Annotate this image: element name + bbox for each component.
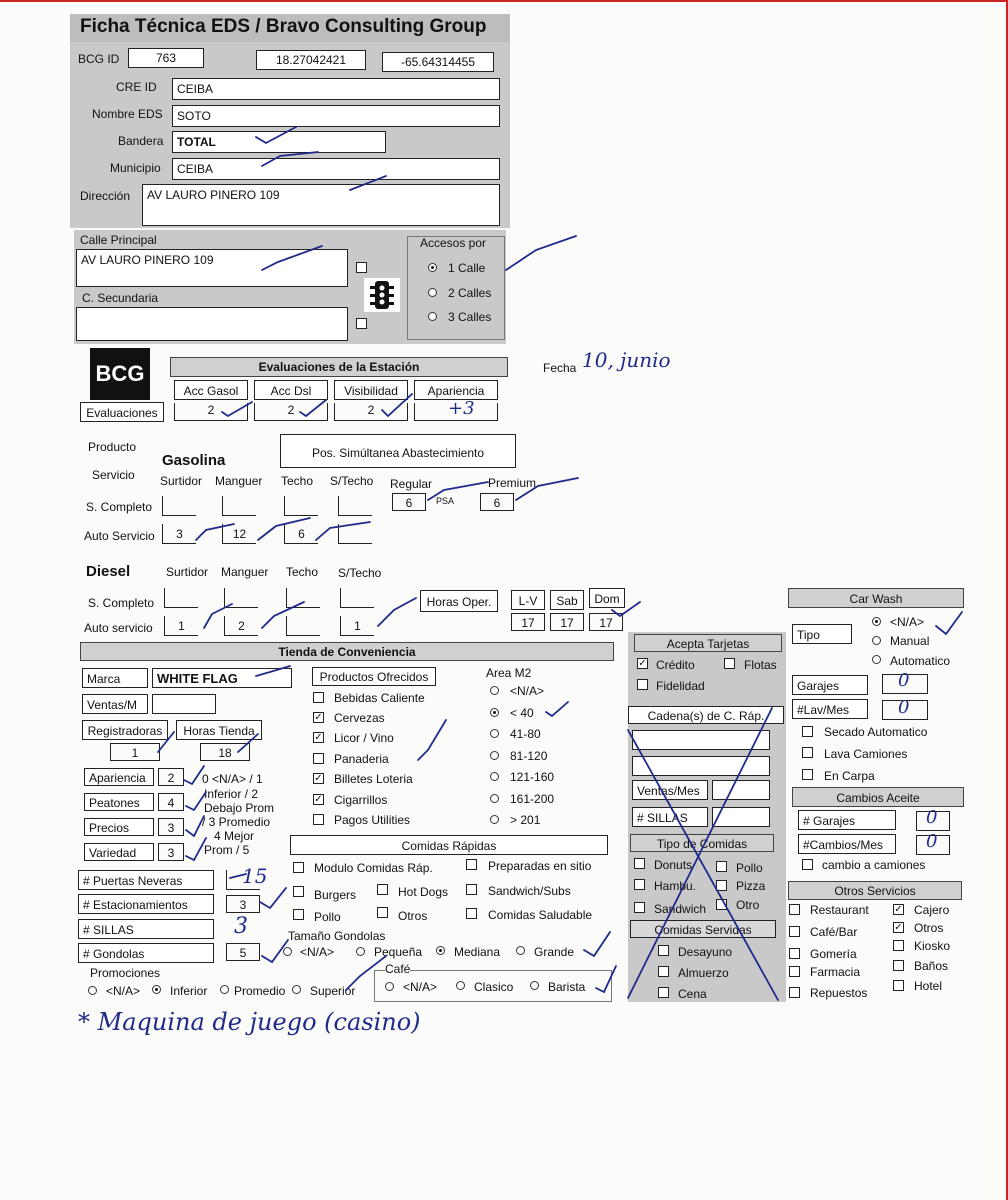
apariencia-value[interactable]: 2 [158, 768, 184, 786]
hambu-label: Hambu. [654, 879, 697, 893]
check-direccion [350, 176, 386, 190]
tipo-comidas-title: Tipo de Comidas [630, 834, 774, 852]
tarjetas-title: Acepta Tarjetas [634, 634, 782, 652]
nombre-label: Nombre EDS [92, 107, 163, 121]
carwash-garajes-label: Garajes [792, 675, 868, 695]
otros-left-label: Repuestos [810, 986, 868, 1000]
dsl-as-surtidor[interactable]: 1 [164, 616, 198, 636]
check-horas [612, 602, 640, 616]
horas-tienda-value[interactable]: 18 [200, 743, 250, 761]
bandera-label: Bandera [118, 134, 164, 148]
otros-comida-label: Otros [398, 909, 428, 923]
form-title: Ficha Técnica EDS / Bravo Consulting Group [80, 16, 487, 37]
producto-label: Panaderia [334, 752, 389, 766]
sandwich-label: Sandwich [654, 902, 707, 916]
area-option-label: < 40 [510, 706, 534, 720]
horas-lv-header: L-V [511, 590, 545, 610]
dsl-as-manguer[interactable]: 2 [224, 616, 258, 636]
aceite-garajes-handwriting: 0 [926, 807, 938, 828]
gondolas-value[interactable]: 5 [226, 943, 260, 961]
check-dsl1 [204, 604, 232, 628]
tienda-title: Tienda de Conveniencia [80, 642, 614, 661]
check-bandera [256, 127, 296, 143]
dsl-auto-servicio-label: Auto servicio [84, 621, 153, 635]
scale-5: Prom / 5 [204, 843, 250, 857]
regular-value[interactable]: 6 [392, 493, 426, 511]
tamano-mediana-label: Mediana [454, 945, 501, 959]
check-calle [262, 246, 322, 270]
nombre-field[interactable]: SOTO [172, 105, 500, 127]
horas-dom-header: Dom [589, 588, 625, 608]
saludable-label: Comidas Saludable [488, 908, 593, 922]
area-option-label: <N/A> [510, 684, 545, 698]
handwritten-note: * Maquina de juego (casino) [78, 1008, 421, 1036]
eval-acc-gasol-value[interactable]: 2 [174, 403, 248, 421]
promo-promedio-label: Promedio [234, 984, 286, 998]
pos-simultanea-box: Pos. Simúltanea Abastecimiento [280, 434, 516, 468]
psa-label: PSA [436, 496, 455, 506]
check-precios [186, 816, 204, 836]
municipio-label: Municipio [110, 161, 161, 175]
check-apariencia [184, 766, 204, 784]
tipo-otro-label: Otro [736, 898, 760, 912]
eval-acc-dsl-header: Acc Dsl [254, 380, 328, 400]
gondolas-label: # Gondolas [78, 943, 214, 963]
horas-dom-value[interactable]: 17 [589, 613, 623, 631]
check-gondolas [262, 940, 288, 962]
estac-value[interactable]: 3 [226, 895, 260, 913]
otros-right-label: Baños [914, 959, 949, 973]
scale-2: Debajo Prom [204, 801, 275, 815]
producto-label: Licor / Vino [334, 731, 394, 745]
gas-as-manguer[interactable]: 12 [222, 524, 256, 544]
scale-1: Inferior / 2 [204, 787, 259, 801]
cadena-header: Cadena(s) de C. Ráp. [628, 706, 784, 724]
gas-s-completo-label: S. Completo [86, 500, 153, 514]
sillas-label: # SILLAS [78, 919, 214, 939]
precios-label: Precios [84, 818, 154, 836]
gas-as-surtidor[interactable]: 3 [162, 524, 196, 544]
gas-manguer-header: Manguer [215, 474, 263, 488]
bcg-id-field[interactable]: 763 [128, 48, 204, 68]
eval-visibilidad-header: Visibilidad [334, 380, 408, 400]
secado-label: Secado Automatico [824, 725, 928, 739]
check-carwash [936, 612, 962, 634]
carwash-na-label: <N/A> [890, 615, 925, 629]
eval-apariencia-header: Apariencia [414, 380, 498, 400]
check-horas-tienda [238, 734, 258, 752]
producto-checkbox[interactable]: ✓ [314, 794, 323, 805]
flotas-label: Flotas [744, 658, 777, 672]
evaluaciones-title: Evaluaciones de la Estación [170, 357, 508, 377]
bcg-logo: BCG [90, 348, 150, 400]
productos-header: Productos Ofrecidos [312, 667, 436, 686]
aceite-cambios-handwriting: 0 [926, 831, 938, 852]
cre-id-field[interactable]: CEIBA [172, 78, 500, 100]
otros-right-label: Kiosko [914, 939, 951, 953]
eval-visibilidad-value[interactable]: 2 [334, 403, 408, 421]
check-cafe [596, 966, 616, 992]
check-accesos [506, 236, 576, 270]
premium-label: Premium [488, 476, 537, 490]
scale-4: 4 Mejor [214, 829, 255, 843]
latitude-field[interactable]: 18.27042421 [256, 50, 366, 70]
longitude-field[interactable]: -65.64314455 [382, 52, 494, 72]
aceite-cambios-label: #Cambios/Mes [798, 834, 896, 854]
tamano-pequena-label: Pequeña [374, 945, 423, 959]
comidas-servidas-title: Comidas Servidas [630, 920, 776, 938]
horas-lv-value[interactable]: 17 [511, 613, 545, 631]
eval-apariencia-handwriting: +3 [448, 398, 475, 419]
producto-label: Bebidas Caliente [334, 691, 425, 705]
servicio-label: Servicio [92, 468, 135, 482]
gasolina-heading: Gasolina [162, 452, 226, 469]
dsl-stecho-header: S/Techo [338, 566, 382, 580]
lava-camiones-label: Lava Camiones [824, 747, 908, 761]
check-gas3 [316, 522, 370, 540]
gas-techo-header: Techo [281, 474, 314, 488]
cambio-camiones-label: cambio a camiones [822, 858, 926, 872]
dsl-manguer-header: Manguer [221, 565, 269, 579]
gas-auto-servicio-label: Auto Servicio [84, 529, 155, 543]
check-regular [428, 482, 488, 500]
carwash-manual-label: Manual [890, 634, 930, 648]
check-marca [256, 666, 290, 676]
otros-title: Otros Servicios [788, 881, 962, 900]
peatones-label: Peatones [84, 793, 154, 811]
horas-tienda-label: Horas Tienda [176, 720, 262, 740]
check-productos [418, 720, 446, 760]
producto-label: Producto [88, 440, 137, 454]
area-option-label: 41-80 [510, 727, 541, 741]
otros-right-label: Otros [914, 921, 944, 935]
cafe-label: Café [385, 962, 411, 976]
area-option-label: 161-200 [510, 792, 555, 806]
accesos-label: Accesos por [420, 236, 487, 250]
cafe-barista-label: Barista [548, 980, 586, 994]
area-option-label: > 201 [510, 813, 541, 827]
credito-label: Crédito [656, 658, 695, 672]
check-promo [346, 956, 386, 990]
marca-field[interactable]: WHITE FLAG [152, 668, 292, 688]
fecha-value: 10, junio [582, 348, 671, 372]
calle-secundaria-label: C. Secundaria [82, 291, 159, 305]
puertas-handwriting: 15 [242, 864, 268, 888]
carwash-tipo-label: Tipo [792, 624, 852, 644]
preparadas-label: Preparadas en sitio [488, 859, 592, 873]
aceite-title: Cambios Aceite [792, 787, 964, 807]
calle-principal-label: Calle Principal [80, 233, 157, 247]
apariencia-label: Apariencia [84, 768, 154, 786]
dsl-techo-header: Techo [286, 565, 319, 579]
cafe-clasico-label: Clasico [474, 980, 514, 994]
comidas-title: Comidas Rápidas [290, 835, 608, 855]
cena-label: Cena [678, 987, 707, 1001]
otros-left-label: Café/Bar [810, 925, 858, 939]
precios-value[interactable]: 3 [158, 818, 184, 836]
burgers-label: Burgers [314, 888, 357, 902]
estac-label: # Estacionamientos [78, 894, 214, 914]
gas-stecho-header: S/Techo [330, 474, 374, 488]
hotdogs-label: Hot Dogs [398, 885, 449, 899]
regular-label: Regular [390, 477, 433, 491]
pizza-label: Pizza [736, 879, 766, 893]
producto-label: Cervezas [334, 711, 385, 725]
aceite-garajes-label: # Garajes [798, 810, 896, 830]
cadena-sillas-label: # SILLAS [632, 807, 708, 827]
otros-left-label: Farmacia [810, 965, 861, 979]
producto-label: Pagos Utilities [334, 813, 411, 827]
promociones-label: Promociones [90, 966, 161, 980]
accesos-2-label: 2 Calles [448, 286, 492, 300]
producto-label: Billetes Loteria [334, 772, 413, 786]
check-dsl3 [378, 598, 416, 626]
dsl-as-stecho[interactable]: 1 [340, 616, 374, 636]
sillas-handwriting: 3 [234, 914, 248, 939]
check-estac [260, 888, 286, 908]
horas-sab-header: Sab [550, 590, 584, 610]
producto-checkbox[interactable]: ✓ [314, 732, 323, 743]
otros-right-checkbox[interactable]: ✓ [894, 922, 903, 933]
tipo-pollo-label: Pollo [736, 861, 763, 875]
otros-left-label: Restaurant [810, 903, 869, 917]
direccion-label: Dirección [80, 189, 131, 203]
fecha-label: Fecha [543, 361, 577, 375]
otros-right-label: Cajero [914, 903, 950, 917]
horas-oper-button[interactable]: Horas Oper. [420, 590, 498, 612]
cross-line-2 [628, 708, 772, 998]
tamano-grande-label: Grande [534, 945, 575, 959]
ventas-label: Ventas/M [82, 694, 148, 714]
check-gas2 [258, 518, 310, 540]
cafe-na-label: <N/A> [403, 980, 438, 994]
desayuno-label: Desayuno [678, 945, 733, 959]
scale-0: 0 <N/A> / 1 [202, 772, 263, 786]
check-eval3 [382, 394, 412, 416]
otros-right-label: Hotel [914, 979, 943, 993]
puertas-label: # Puertas Neveras [78, 870, 214, 890]
eval-acc-gasol-header: Acc Gasol [174, 380, 248, 400]
cross-line-1 [628, 730, 778, 1000]
premium-value[interactable]: 6 [480, 493, 514, 511]
producto-checkbox[interactable]: ✓ [314, 773, 323, 784]
check-eval2 [300, 400, 326, 416]
calle-principal-field[interactable]: AV LAURO PINERO 109 [76, 249, 348, 287]
promo-superior-label: Superior [310, 984, 356, 998]
gas-as-techo[interactable]: 6 [284, 524, 318, 544]
donuts-label: Donuts [654, 858, 693, 872]
eval-acc-dsl-value[interactable]: 2 [254, 403, 328, 421]
promo-inferior-label: Inferior [170, 984, 208, 998]
dsl-s-completo-label: S. Completo [88, 596, 155, 610]
check-municipio [262, 152, 318, 166]
check-gas1 [196, 524, 234, 540]
check-dsl2 [262, 602, 304, 628]
cre-id-label: CRE ID [116, 80, 157, 94]
carwash-garajes-handwriting: 0 [898, 670, 910, 691]
evaluaciones-button[interactable]: Evaluaciones [80, 402, 164, 422]
carwash-title: Car Wash [788, 588, 964, 608]
variedad-label: Variedad [84, 843, 154, 861]
registradoras-value[interactable]: 1 [110, 743, 160, 761]
carwash-auto-label: Automatico [890, 654, 951, 668]
peatones-value[interactable]: 4 [158, 793, 184, 811]
modulo-label: Modulo Comidas Ráp. [314, 861, 433, 875]
diesel-heading: Diesel [86, 563, 131, 580]
tamano-label: Tamaño Gondolas [288, 929, 386, 943]
producto-checkbox[interactable]: ✓ [314, 712, 323, 723]
check-area [546, 702, 568, 716]
tamano-na-label: <N/A> [300, 945, 335, 959]
sandwich-subs-label: Sandwich/Subs [488, 884, 571, 898]
check-peatones [186, 792, 206, 810]
bcg-id-label: BCG ID [78, 52, 120, 66]
fidelidad-label: Fidelidad [656, 679, 705, 693]
check-tamano [584, 932, 610, 956]
otros-left-label: Gomería [810, 947, 857, 961]
check-registradoras [158, 732, 174, 752]
check-variedad [186, 838, 206, 860]
check-eval1 [222, 402, 252, 416]
promo-na-label: <N/A> [106, 984, 141, 998]
almuerzo-label: Almuerzo [678, 966, 729, 980]
en-carpa-label: En Carpa [824, 769, 875, 783]
carwash-lav-label: #Lav/Mes [792, 699, 868, 719]
otros-right-checkbox[interactable]: ✓ [894, 904, 903, 915]
gas-surtidor-header: Surtidor [160, 474, 203, 488]
puertas-strike [230, 874, 246, 878]
bandera-field[interactable]: TOTAL [172, 131, 386, 153]
registradoras-label: Registradoras [82, 720, 168, 740]
pollo-label: Pollo [314, 910, 341, 924]
direccion-field[interactable]: AV LAURO PINERO 109 [142, 184, 500, 226]
area-option-label: 81-120 [510, 749, 548, 763]
check-premium [516, 478, 578, 500]
horas-sab-value[interactable]: 17 [550, 613, 584, 631]
municipio-field[interactable]: CEIBA [172, 158, 500, 180]
dsl-surtidor-header: Surtidor [166, 565, 209, 579]
variedad-value[interactable]: 3 [158, 843, 184, 861]
ventas-mes-label: Ventas/Mes [632, 780, 708, 800]
carwash-lav-handwriting: 0 [898, 697, 910, 718]
area-label: Area M2 [486, 666, 532, 680]
accesos-1-label: 1 Calle [448, 261, 486, 275]
area-option-label: 121-160 [510, 770, 555, 784]
accesos-3-label: 3 Calles [448, 310, 492, 324]
credito-checkbox[interactable]: ✓ [638, 658, 647, 669]
marca-label: Marca [82, 668, 148, 688]
producto-label: Cigarrillos [334, 793, 388, 807]
scale-3: / 3 Promedio [202, 815, 271, 829]
